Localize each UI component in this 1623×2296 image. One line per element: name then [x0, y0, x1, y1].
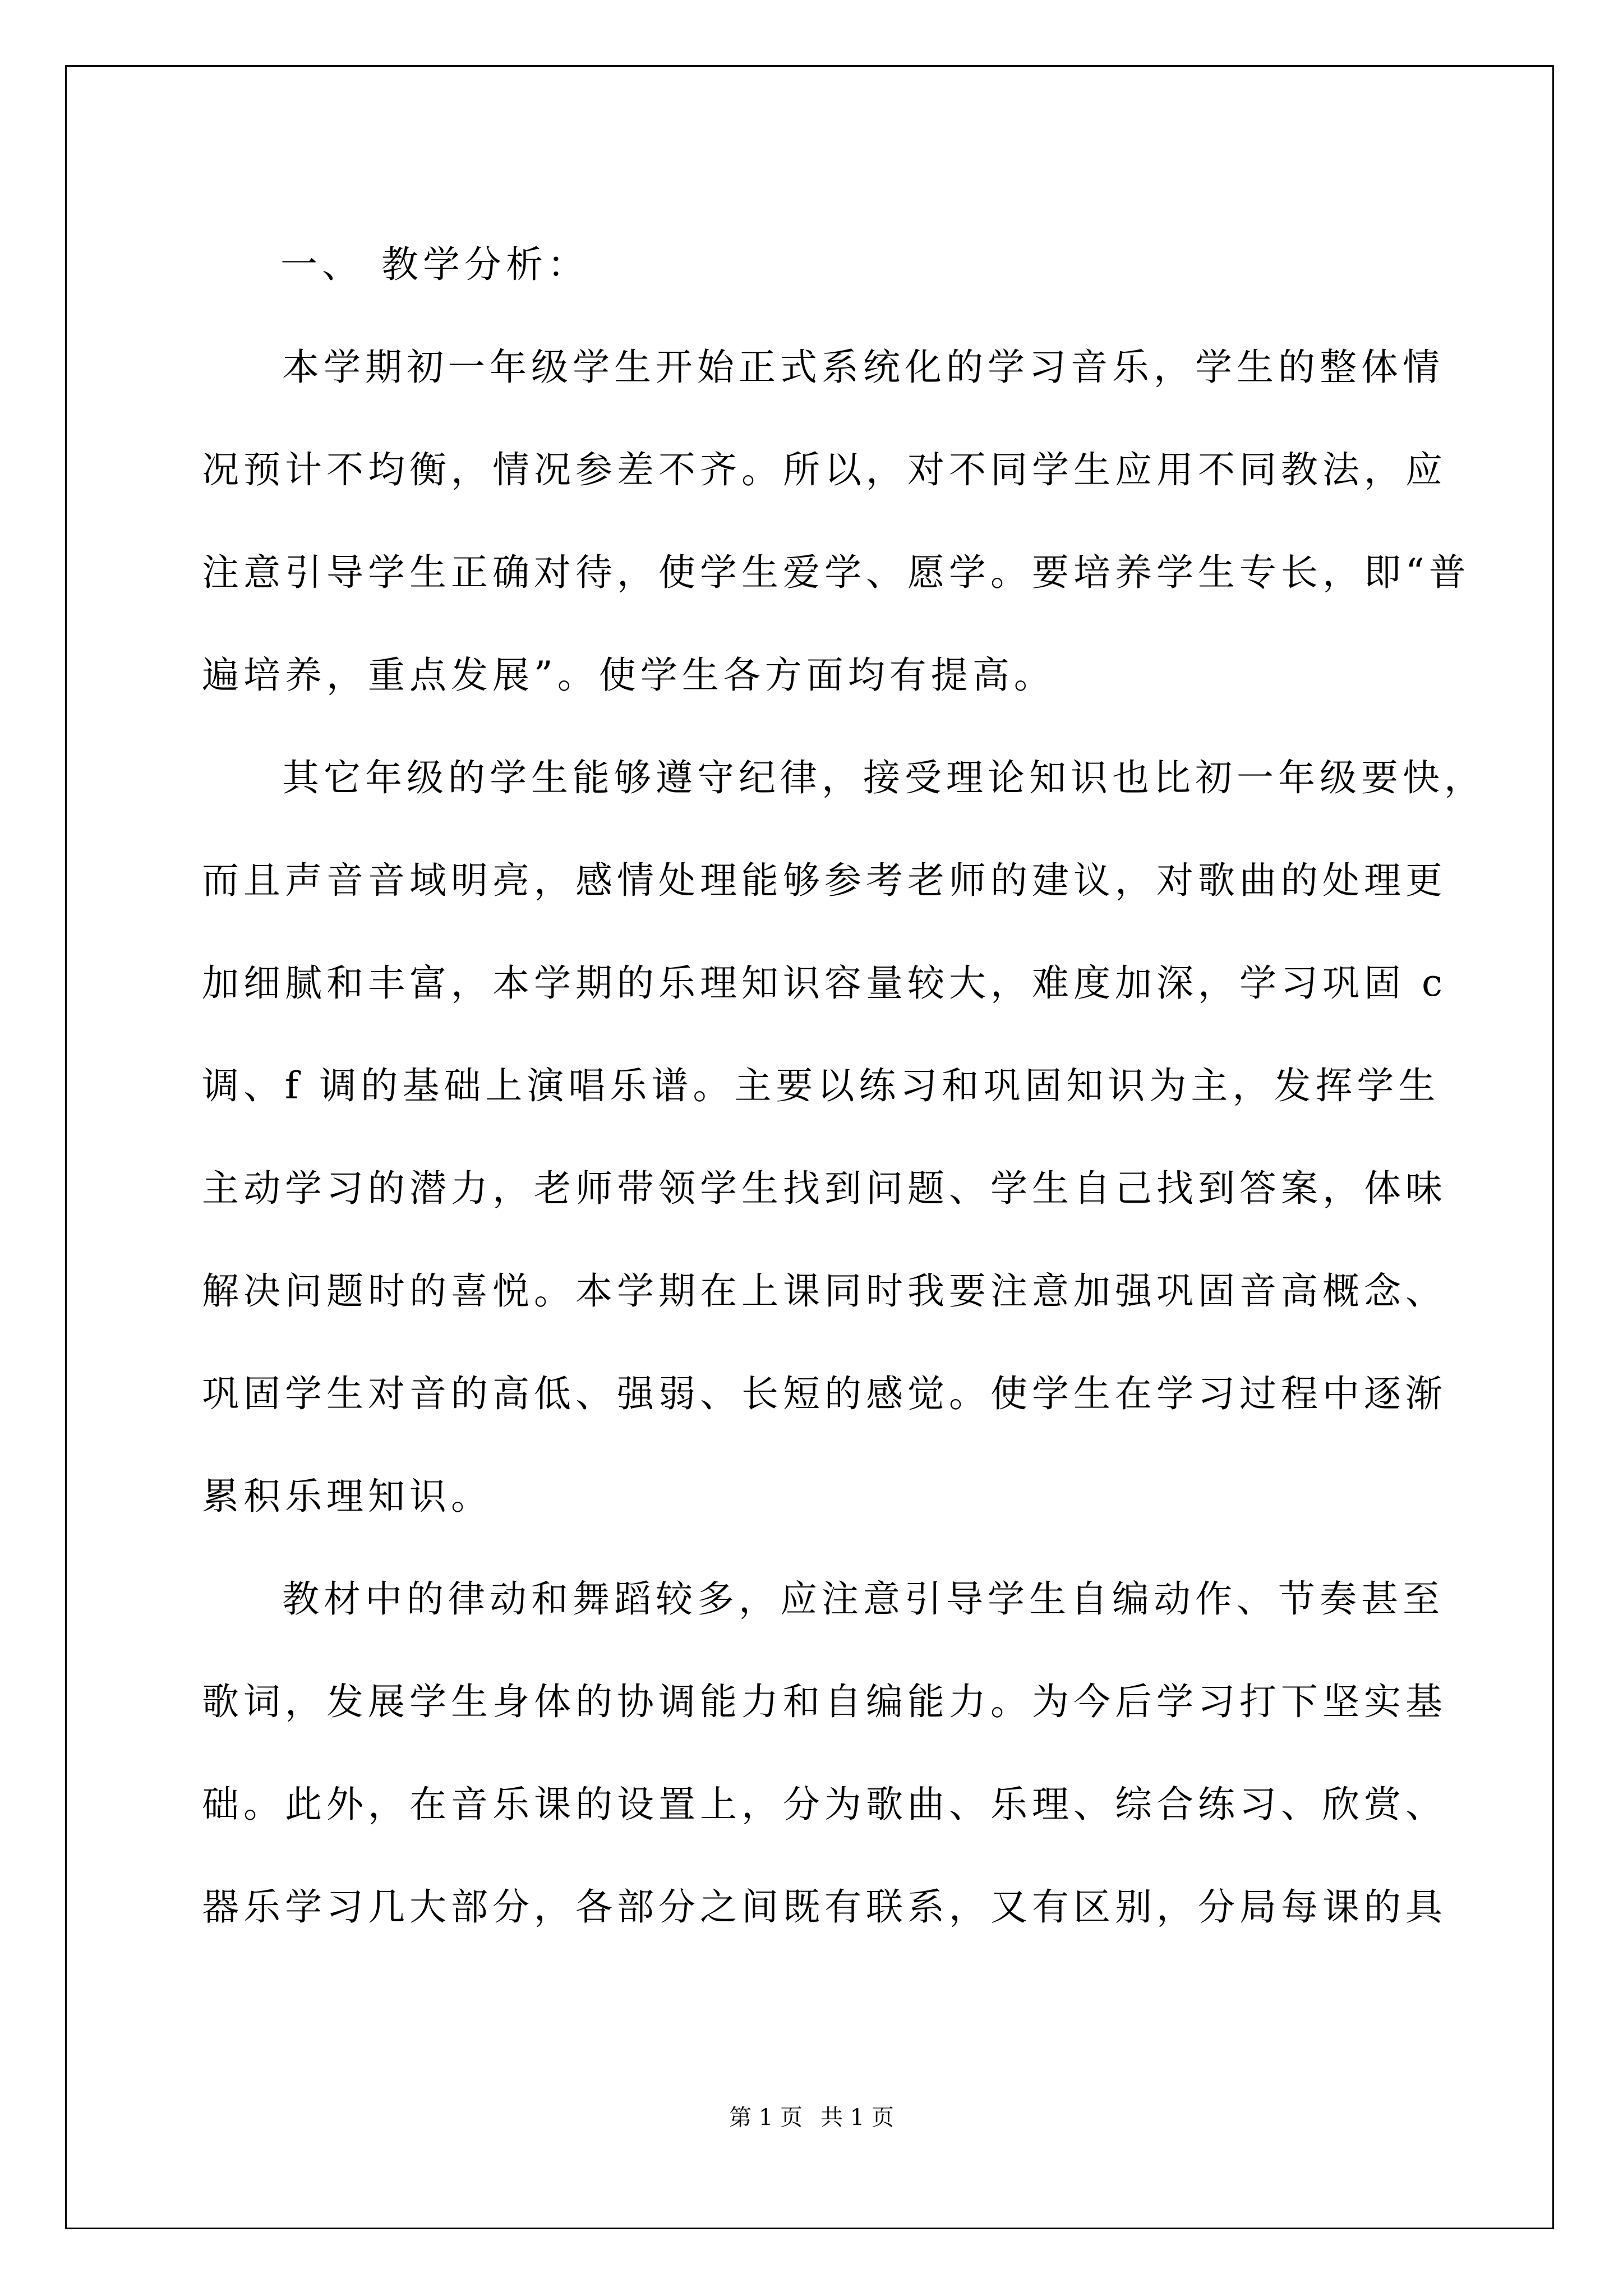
paragraph-line: 器乐学习几大部分，各部分之间既有联系，又有区别，分局每课的具	[202, 1885, 1447, 1929]
paragraph-line: 累积乐理知识。	[202, 1475, 492, 1518]
paragraph-line: 而且声音音域明亮，感情处理能够参考老师的建议，对歌曲的处理更	[202, 859, 1447, 902]
paragraph-3	[202, 1548, 1447, 1958]
paragraph-1	[202, 316, 1470, 726]
page-number: 第 1 页	[729, 2105, 803, 2131]
paragraph-line: 遍培养，重点发展”。使学生各方面均有提高。	[202, 654, 1055, 697]
paragraph-line: 巩固学生对音的高低、强弱、长短的感觉。使学生在学习过程中逐渐	[202, 1372, 1447, 1415]
paragraph-line: 础。此外，在音乐课的设置上，分为歌曲、乐理、综合练习、欣赏、	[202, 1783, 1447, 1826]
paragraph-line: 调、f 调的基础上演唱乐谱。主要以练习和巩固知识为主，发挥学生	[202, 1064, 1440, 1107]
section-heading	[202, 213, 1436, 316]
paragraph-line: 教材中的律动和舞蹈较多，应注意引导学生自编动作、节奏甚至	[282, 1577, 1444, 1621]
paragraph-line: 主动学习的潜力，老师带领学生找到问题、学生自己找到答案，体味	[202, 1167, 1447, 1210]
paragraph-2	[202, 726, 1486, 1548]
paragraph-line: 解决问题时的喜悦。本学期在上课同时我要注意加强巩固音高概念、	[202, 1269, 1447, 1313]
paragraph-line: 注意引导学生正确对待，使学生爱学、愿学。要培养学生专长，即“普	[202, 551, 1470, 594]
page-total: 共 1 页	[820, 2105, 894, 2131]
document-body	[202, 213, 1486, 1958]
paragraph-line: 加细腻和丰富，本学期的乐理知识容量较大，难度加深，学习巩固 c	[202, 961, 1447, 1005]
paragraph-line: 况预计不均衡，情况参差不齐。所以，对不同学生应用不同教法，应	[202, 448, 1447, 491]
paragraph-line: 本学期初一年级学生开始正式系统化的学习音乐，学生的整体情	[282, 346, 1444, 389]
heading-number: 一、	[280, 243, 363, 286]
heading-title: 教学分析：	[381, 243, 589, 286]
page-footer	[0, 2100, 1623, 2132]
paragraph-line: 歌词，发展学生身体的协调能力和自编能力。为今后学习打下坚实基	[202, 1680, 1447, 1723]
paragraph-line: 其它年级的学生能够遵守纪律，接受理论知识也比初一年级要快，	[282, 756, 1486, 799]
